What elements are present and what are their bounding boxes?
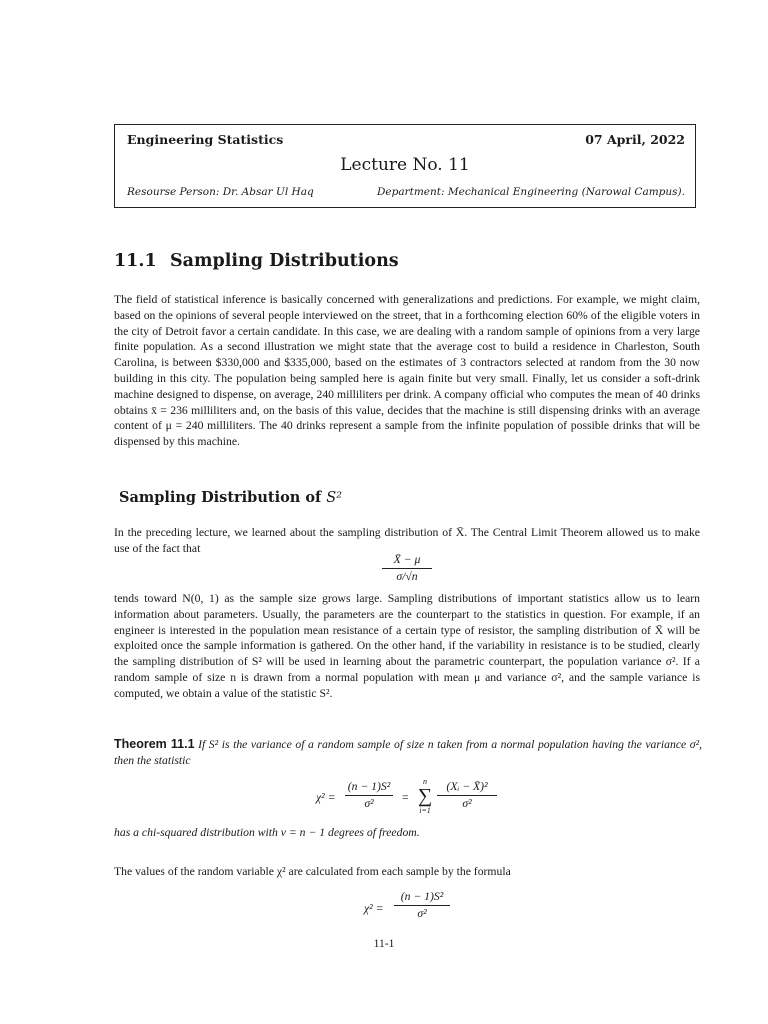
clt-denominator: σ/√n xyxy=(396,570,418,583)
sum-lower-limit: i=1 xyxy=(419,806,431,815)
clt-numerator: X̄ − μ xyxy=(393,553,421,566)
theorem-label: Theorem 11.1 xyxy=(114,737,195,751)
summation xyxy=(415,777,435,816)
resource-person: Resourse Person: Dr. Absar Ul Haq xyxy=(127,186,314,198)
preceding-paragraph: In the preceding lecture, we learned about the sampling distribution of X̄. The Central Limit Theorem allowed us to make use of the fact that xyxy=(114,526,700,555)
lecture-date: 07 April, 2022 xyxy=(585,132,685,147)
fraction-bar xyxy=(382,568,432,569)
sum-numerator: (Xᵢ − X̄)² xyxy=(446,780,488,793)
chi-numerator: (n − 1)S² xyxy=(347,780,391,793)
section-number: 11.1 xyxy=(114,251,157,271)
formula-paragraph: The values of the random variable χ² are calculated from each sample by the formula xyxy=(114,865,511,878)
chi-square-fraction xyxy=(345,780,393,811)
subsection-symbol: S² xyxy=(326,490,343,506)
page-number: 11-1 xyxy=(373,938,395,950)
chi-denominator: σ² xyxy=(364,797,374,810)
sigma-symbol: ∑ xyxy=(417,785,433,807)
fraction-bar xyxy=(394,905,450,906)
fraction-bar xyxy=(345,795,393,796)
subsection-title: Sampling Distribution of xyxy=(119,489,327,506)
section-heading xyxy=(114,251,399,271)
sampling-paragraph: tends toward N(0, 1) as the sample size grows large. Sampling distributions of important statistics allow us to learn information about parameters. Usually, the parameters are the counterpart to the statistics in question. For example, if an engineer is interested in the population mean resistance of a certain type of resistor, the sampling distribution of X̄ will be exploited once the sample information is gathered. On the other hand, if the variability in resistance is to be studied, clearly the sampling distribution of S² will be used in learning about the parametric counterpart, the population variance σ². If a random sample of size n is drawn from a normal population with mean μ and variance σ², and the sample variance is computed, we obtain a value of the statistic S². xyxy=(114,592,700,700)
fraction-bar xyxy=(437,795,497,796)
course-title: Engineering Statistics xyxy=(127,132,284,147)
sum-denominator: σ² xyxy=(462,797,472,810)
lecture-header-box xyxy=(114,124,696,208)
sum-upper-limit: n xyxy=(423,777,427,786)
subsection-heading xyxy=(119,489,342,506)
theorem-conclusion: has a chi-squared distribution with v = n − 1 degrees of freedom. xyxy=(114,826,420,839)
formula-fraction xyxy=(394,890,450,921)
theorem-block xyxy=(114,736,702,769)
formula-denominator: σ² xyxy=(417,907,427,920)
department: Department: Mechanical Engineering (Narowal Campus). xyxy=(377,186,685,198)
section-title: Sampling Distributions xyxy=(170,251,399,271)
sum-fraction xyxy=(437,780,497,811)
clt-fraction xyxy=(382,553,432,584)
formula-lhs: χ² = xyxy=(364,902,384,915)
intro-paragraph: The field of statistical inference is basically concerned with generalizations and predictions. For example, we might claim, based on the opinions of several people interviewed on the street, that in a forthcoming election 60% of the eligible voters in the city of Detroit favor a certain candidate. In this case, we are dealing with a random sample of opinions from a very large finite population. As a second illustration we might state that the average cost to build a residence in Charleston, South Carolina, is between $330,000 and $335,000, based on the estimates of 3 contractors selected at random from the 30 now building in this city. The population being sampled here is again finite but very small. Finally, let us consider a soft-drink machine designed to dispense, on average, 240 milliliters per drink. A company official who computes the mean of 40 drinks obtains x̄ = 236 milliliters and, on the basis of this value, decides that the machine is still dispensing drinks with an average content of μ = 240 milliliters. The 40 drinks represent a sample from the infinite population of possible drinks that will be dispensed by this machine. xyxy=(114,293,700,449)
formula-numerator: (n − 1)S² xyxy=(400,890,444,903)
lecture-number: Lecture No. 11 xyxy=(340,155,470,175)
equals-sign: = xyxy=(402,791,409,804)
chi-square-lhs: χ² = xyxy=(316,791,336,804)
theorem-body: If S² is the variance of a random sample of size n taken from a normal population having the variance σ², then the statistic xyxy=(114,738,702,767)
